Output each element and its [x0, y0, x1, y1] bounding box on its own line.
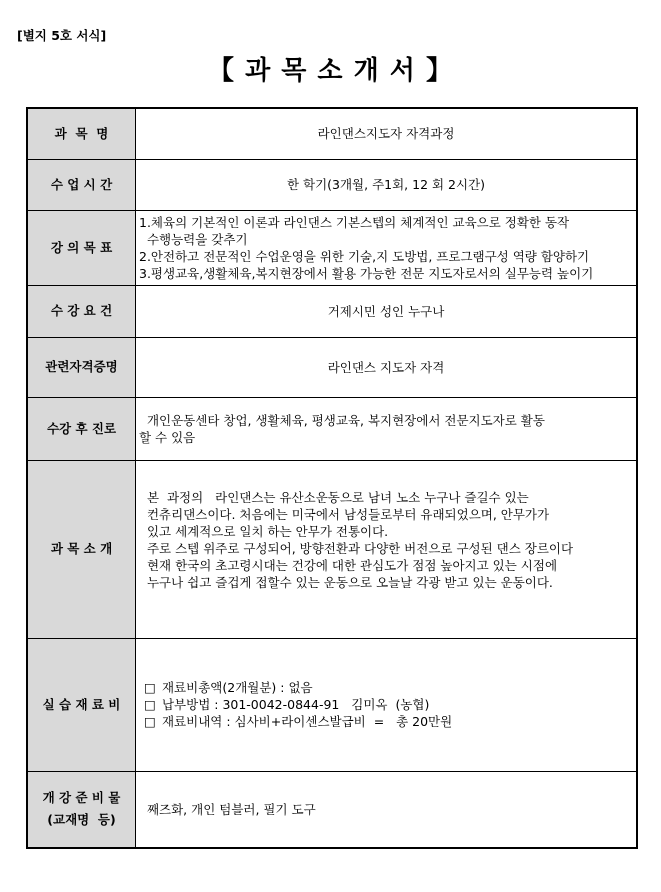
career-line-1: 개인운동센타 창업, 생활체육, 평생교육, 복지현장에서 전문지도자로 활동 [139, 412, 545, 428]
objective-line-1: 1.체육의 기본적인 이론과 라인댄스 기본스텝의 체계적인 교육으로 정확한 동작 [139, 214, 570, 230]
course-intro-table [26, 107, 638, 849]
row-requirements [27, 285, 637, 337]
materials-item-payment [144, 696, 636, 713]
intro-label: 과 목 소 개 [27, 460, 136, 638]
materials-item-breakdown [144, 713, 636, 730]
intro-line-2: 컨츄리댄스이다. 처음에는 미국에서 남성들로부터 유래되었으며, 안무가가 [139, 506, 550, 522]
intro-line-6: 누구나 쉽고 즐겁게 접할수 있는 운동으로 오늘날 각광 받고 있는 운동이다. [139, 574, 553, 590]
hours-value: 한 학기(3개월, 주1회, 12 회 2시간) [136, 159, 638, 210]
materials-value [136, 638, 638, 771]
materials-label: 실 습 재 료 비 [27, 638, 136, 771]
requirements-label: 수 강 요 건 [27, 285, 136, 337]
intro-line-1: 본 과정의 라인댄스는 유산소운동으로 남녀 노소 누구나 즐길수 있는 [139, 489, 529, 505]
row-objectives [27, 210, 637, 285]
row-prep [27, 771, 637, 848]
certificate-label: 관련자격증명 [27, 337, 136, 397]
prep-value: 째즈화, 개인 텀블러, 필기 도구 [136, 771, 638, 848]
row-subject [27, 108, 637, 159]
prep-label-line-2: (교재명 등) [47, 812, 116, 828]
row-hours [27, 159, 637, 210]
objective-line-3: 2.안전하고 전문적인 수업운영을 위한 기술,지 도방법, 프로그램구성 역량 함양하기 [139, 248, 590, 264]
intro-line-3: 있고 세계적으로 일치 하는 안무가 전통이다. [139, 523, 389, 539]
hours-label: 수 업 시 간 [27, 159, 136, 210]
requirements-value: 거제시민 성인 누구나 [136, 285, 638, 337]
intro-line-4: 주로 스텝 위주로 구성되어, 방향전환과 다양한 버전으로 구성된 댄스 장르이다 [139, 540, 574, 556]
row-materials [27, 638, 637, 771]
career-value [136, 397, 638, 460]
row-intro [27, 460, 637, 638]
career-label: 수강 후 진로 [27, 397, 136, 460]
materials-item-text: 재료비내역 : 심사비+라이센스발급비 = 총 20만원 [161, 714, 453, 729]
objectives-label: 강 의 목 표 [27, 210, 136, 285]
materials-item-text: 납부방법 : 301-0042-0844-91 김미옥 (농협) [161, 697, 430, 712]
prep-label [27, 771, 136, 848]
subject-label: 과 목 명 [27, 108, 136, 159]
objective-line-2: 수행능력을 갖추기 [139, 231, 248, 247]
objectives-value [136, 210, 638, 285]
checkbox-icon: □ [144, 697, 156, 712]
form-number-label: [별지 5호 서식] [17, 28, 107, 43]
subject-value: 라인댄스지도자 자격과정 [136, 108, 638, 159]
checkbox-icon: □ [144, 714, 156, 729]
prep-label-line-1: 개 강 준 비 물 [42, 790, 121, 806]
document-title: 【 과 목 소 개 서 】 [208, 56, 453, 86]
row-certificate [27, 337, 637, 397]
career-line-2: 할 수 있음 [139, 429, 196, 445]
intro-line-5: 현재 한국의 초고령시대는 건강에 대한 관심도가 점점 높아지고 있는 시점에 [139, 557, 558, 573]
certificate-value: 라인댄스 지도자 자격 [136, 337, 638, 397]
checkbox-icon: □ [144, 680, 156, 695]
intro-value [136, 460, 638, 638]
row-career [27, 397, 637, 460]
materials-item-total [144, 679, 636, 696]
objective-line-4: 3.평생교육,생활체육,복지현장에서 활용 가능한 전문 지도자로서의 실무능력 높이기 [139, 265, 594, 281]
materials-item-text: 재료비총액(2개월분) : 없음 [161, 680, 313, 695]
